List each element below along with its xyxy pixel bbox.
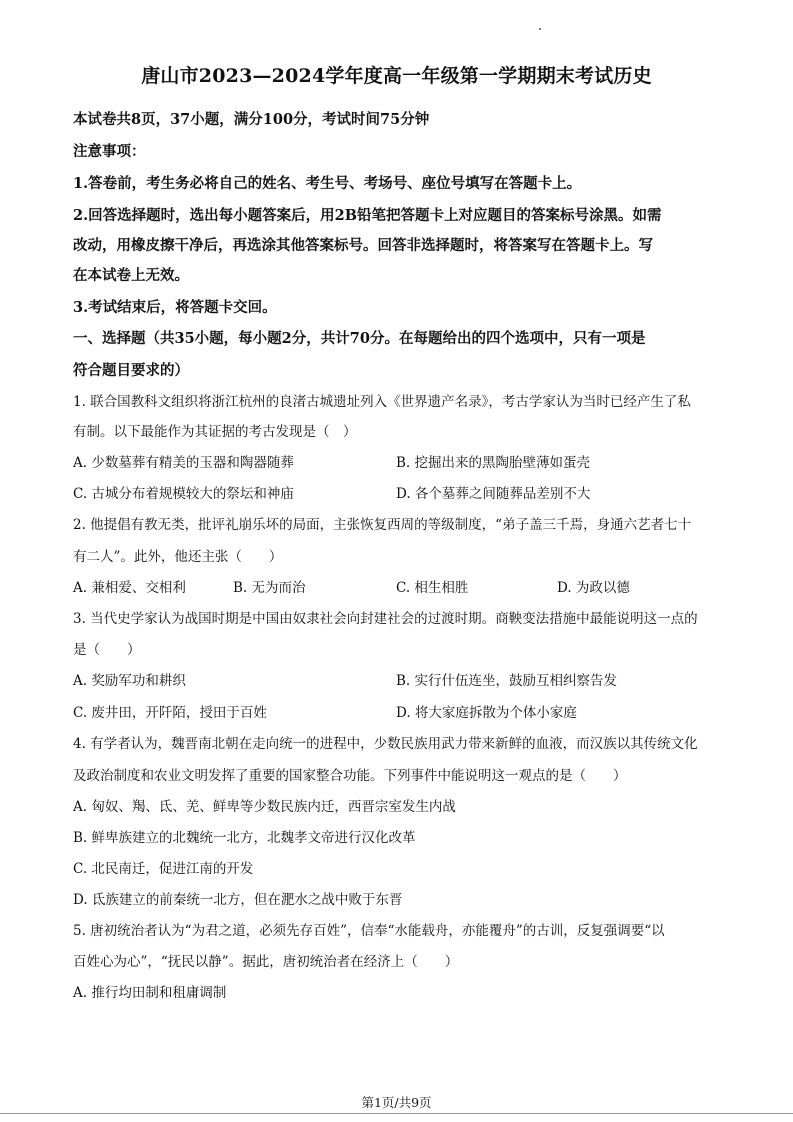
footer-divider: [0, 1113, 793, 1114]
question-2-option-b: B. 无为而治: [233, 580, 306, 596]
page-number: 第1页/共9页: [361, 1095, 432, 1110]
question-2-option-c: C. 相生相胜: [396, 580, 469, 596]
question-3-stem: 3. 当代史学家认为战国时期是中国由奴隶社会向封建社会的过渡时期。商鞅变法措施中最能说明这一点的: [73, 611, 698, 627]
question-3-option-c: C. 废井田，开阡陌，授田于百姓: [73, 705, 267, 721]
question-4-option-c: C. 北民南迁，促进江南的开发: [73, 861, 254, 877]
question-2-stem: 2. 他提倡有教无类，批评礼崩乐坏的局面，主张恢复西周的等级制度，“弟子盖三千焉，身通六艺者七十: [73, 517, 692, 533]
notice-item-2-cont: 改动，用橡皮擦干净后，再选涂其他答案标号。回答非选择题时，将答案写在答题卡上。写: [73, 237, 653, 254]
question-4-option-d: D. 氐族建立的前秦统一北方，但在淝水之战中败于东晋: [73, 892, 403, 908]
question-1-stem-cont: 有制。以下最能作为其证据的考古发现是（ ）: [73, 424, 357, 440]
question-1-option-d: D. 各个墓葬之间随葬品差别不大: [396, 486, 591, 502]
question-3-option-d: D. 将大家庭拆散为个体小家庭: [396, 705, 577, 721]
question-2-option-d: D. 为政以德: [557, 580, 630, 596]
notice-item-1: 1.答卷前，考生务必将自己的姓名、考生号、考场号、座位号填写在答题卡上。: [73, 175, 582, 192]
exam-intro: 本试卷共8页，37小题，满分100分，考试时间75分钟: [73, 111, 430, 128]
question-1-option-a: A. 少数墓葬有精美的玉器和陶器随葬: [73, 455, 294, 471]
question-1-stem: 1. 联合国教科文组织将浙江杭州的良渚古城遗址列入《世界遗产名录》，考古学家认为当时已经产生了私: [73, 394, 691, 410]
question-3-stem-cont: 是（ ）: [73, 642, 141, 658]
question-5-stem: 5. 唐初统治者认为“为君之道，必须先存百姓”，信奉“水能载舟，亦能覆舟”的古训，反复强调要“以: [73, 923, 665, 939]
question-1-option-b: B. 挖掘出来的黑陶胎壁薄如蛋壳: [396, 455, 591, 471]
exam-title: 唐山市2023—2024学年度高一年级第一学期期末考试历史: [141, 65, 652, 87]
question-4-stem-cont: 及政治制度和农业文明发挥了重要的国家整合功能。下列事件中能说明这一观点的是（ ）: [73, 768, 627, 784]
question-2-stem-cont: 有二人”。此外，他还主张（ ）: [73, 549, 283, 565]
question-2-option-a: A. 兼相爱、交相利: [73, 580, 186, 596]
notice-item-2-cont: 在本试卷上无效。: [73, 267, 189, 284]
question-5-stem-cont: 百姓心为心”，“抚民以静”。据此，唐初统治者在经济上（ ）: [73, 954, 459, 970]
question-4-option-b: B. 鲜卑族建立的北魏统一北方，北魏孝文帝进行汉化改革: [73, 830, 416, 846]
question-3-option-a: A. 奖励军功和耕织: [73, 673, 186, 689]
section-heading: 一、选择题（共35小题，每小题2分，共计70分。在每题给出的四个选项中，只有一项是: [73, 330, 646, 347]
question-4-stem: 4. 有学者认为，魏晋南北朝在走向统一的进程中，少数民族用武力带来新鲜的血液，而汉族以其传统文化: [73, 736, 698, 752]
question-1-option-c: C. 古城分布着规模较大的祭坛和神庙: [73, 486, 294, 502]
question-5-option-a: A. 推行均田制和租庸调制: [73, 985, 227, 1001]
notice-item-2: 2.回答选择题时，选出每小题答案后，用2B铅笔把答题卡上对应题目的答案标号涂黑。如需: [73, 207, 662, 224]
question-3-option-b: B. 实行什伍连坐，鼓励互相纠察告发: [396, 673, 618, 689]
notice-item-3: 3.考试结束后，将答题卡交回。: [73, 299, 277, 316]
notice-heading: 注意事项：: [73, 143, 146, 160]
question-4-option-a: A. 匈奴、羯、氐、羌、鲜卑等少数民族内迁，西晋宗室发生内战: [73, 799, 456, 815]
section-heading-cont: 符合题目要求的）: [73, 362, 189, 379]
scan-dot: [539, 28, 541, 30]
